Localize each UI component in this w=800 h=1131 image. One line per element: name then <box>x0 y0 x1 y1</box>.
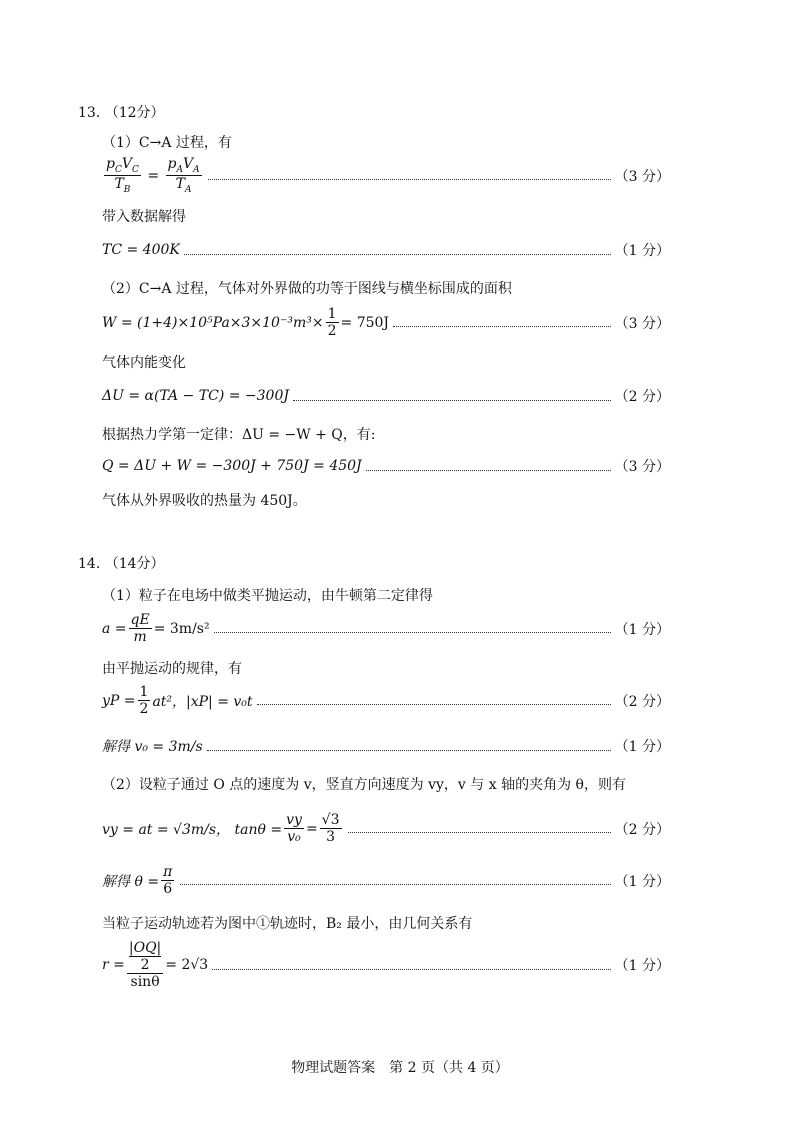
q13-eq1-score: （3 分） <box>614 168 670 185</box>
q13-eq-heat <box>102 456 670 476</box>
q13-conclusion: 气体从外界吸收的热量为 450J。 <box>102 493 307 509</box>
q13-part2-intro: （2）C→A 过程，气体对外界做的功等于图线与横坐标围成的面积 <box>102 281 512 297</box>
q13-eq3-formula: W = (1+4)×10⁵Pa×3×10⁻³m³× $\frac{1}{2}$ = 750J <box>102 306 390 340</box>
q14-part1-intro: （1）粒子在电场中做类平抛运动，由牛顿第二定律得 <box>102 588 433 604</box>
q13-eq4-formula: ΔU = α(TA − TC) = −300J <box>102 388 289 404</box>
q14-eq-theta <box>102 864 670 897</box>
dot-leader <box>393 326 611 327</box>
q13-substitute-text: 带入数据解得 <box>102 209 186 225</box>
q14-part2-intro: （2）设粒子通过 O 点的速度为 v，竖直方向速度为 vy，v 与 x 轴的夹角为 θ，则有 <box>102 777 626 793</box>
q13-eq-delta-u <box>102 386 670 406</box>
dot-leader <box>208 179 611 180</box>
q14-eq-projectile <box>102 684 670 717</box>
dot-leader <box>212 969 610 970</box>
dot-leader <box>207 750 611 751</box>
page-footer: 物理试题答案 第 2 页（共 4 页） <box>291 1060 509 1076</box>
dot-leader <box>293 400 611 401</box>
q14-eq4-score: （2 分） <box>614 821 670 838</box>
dot-leader <box>366 470 611 471</box>
q14-eq4-formula: vy = at = √3m/s， tanθ = $\frac{vy}{\text{v₀}}$ = $\frac{√3}{3}$ <box>102 812 340 846</box>
q14-eq1-formula: a = $\frac{qE}{m}$ = 3m/s² <box>102 612 210 646</box>
dot-leader <box>180 884 610 885</box>
q14-rule-text: 由平抛运动的规律，有 <box>102 661 242 677</box>
dot-leader <box>348 832 611 833</box>
q13-eq5-score: （3 分） <box>614 459 670 475</box>
q14-eq5-score: （1 分） <box>614 873 670 890</box>
dot-leader <box>214 632 611 633</box>
dot-leader <box>184 254 611 255</box>
q14-heading: 14. （14分） <box>78 556 165 572</box>
q14-eq2-formula: yP = $\frac{1}{2}$ at²，|xP| = v₀t <box>102 684 253 718</box>
q14-eq2-score: （2 分） <box>614 693 670 710</box>
q13-eq4-score: （2 分） <box>614 389 670 405</box>
dot-leader <box>257 704 611 705</box>
q14-eq3-score: （1 分） <box>614 739 670 755</box>
q13-internal-energy-text: 气体内能变化 <box>102 355 186 371</box>
q13-eq2-formula: TC = 400K <box>102 242 180 258</box>
q13-eq3-score: （3 分） <box>614 315 670 332</box>
q14-eq6-formula: r = |OQ| 2 sinθ = 2√3 <box>102 940 209 991</box>
q13-eq-tc <box>102 240 670 260</box>
q13-part1-intro: （1）C→A 过程，有 <box>102 135 232 151</box>
q14-eq-radius <box>102 940 670 990</box>
q13-eq2-score: （1 分） <box>614 243 670 259</box>
q13-eq5-formula: Q = ΔU + W = −300J + 750J = 450J <box>102 458 362 474</box>
q14-eq6-score: （1 分） <box>614 958 670 975</box>
q13-first-law-text: 根据热力学第一定律：ΔU = −W + Q，有: <box>102 427 376 443</box>
q13-eq-ideal-gas <box>102 156 670 195</box>
q14-eq-acceleration <box>102 612 670 645</box>
q14-eq-v0 <box>102 736 670 756</box>
q14-eq-vy-tan <box>102 812 670 845</box>
q13-eq1-formula: $\frac{p_CV_C}{T_B}$ = $\frac{p_AV_A}{T_A}$ <box>106 156 200 195</box>
q13-eq-work <box>102 306 670 339</box>
q14-eq5-formula: 解得 θ = $\frac{\pi}{6}$ <box>102 864 173 898</box>
q14-eq3-formula: 解得 v₀ = 3m/s <box>102 739 203 755</box>
q13-heading: 13. （12分） <box>78 105 165 121</box>
q14-eq1-score: （1 分） <box>614 621 670 638</box>
q14-trajectory-text: 当粒子运动轨迹若为图中①轨迹时，B₂ 最小，由几何关系有 <box>102 916 473 932</box>
